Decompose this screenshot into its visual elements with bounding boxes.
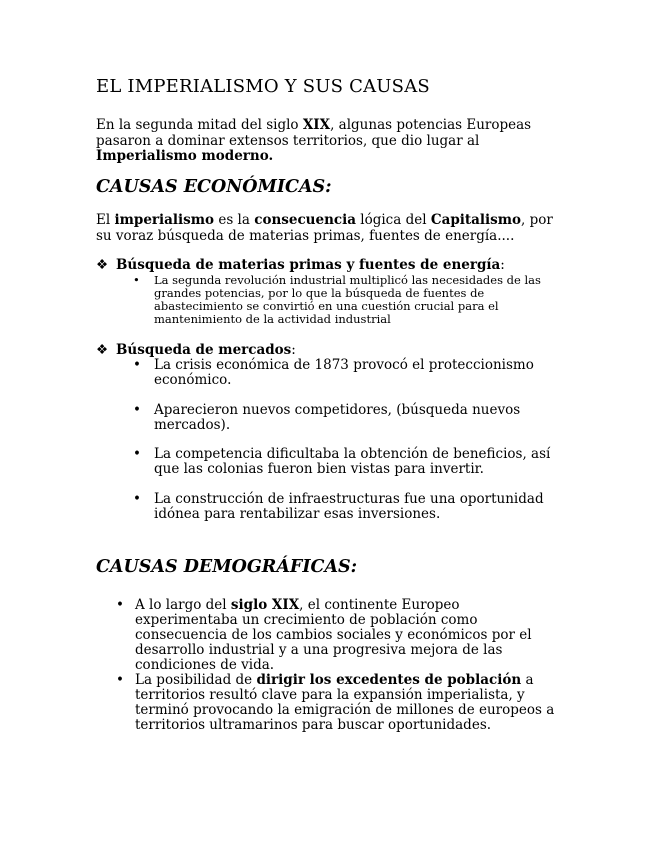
econ-bold-1: imperialismo — [114, 212, 215, 228]
bullet-dot-icon: • — [133, 357, 141, 373]
demo-text-3: La posibilidad de — [135, 672, 257, 688]
subheading-markets-colon: : — [291, 342, 296, 358]
subheading-markets — [96, 342, 296, 358]
intro-text-1: En la segunda mitad del siglo — [96, 117, 303, 133]
demo-text-1: A lo largo del — [135, 597, 231, 613]
list-item — [133, 403, 553, 433]
econ-bold-2: consecuencia — [254, 212, 356, 228]
bullet-dot-icon: • — [116, 597, 124, 613]
demo-text-2: , el continente Europeo experimentaba un crecimiento de población como consecuencia de los cambios sociales y económicos por el desarrollo industrial y a una progresiva mejora de las condiciones de vida. — [135, 597, 532, 673]
econ-text-1: El — [96, 212, 115, 228]
list-item — [133, 492, 553, 522]
document-title: EL IMPERIALISMO Y SUS CAUSAS — [96, 76, 430, 97]
demo-bold-2: dirigir los excedentes de población — [256, 672, 522, 688]
subheading-raw-materials — [96, 257, 505, 273]
econ-text-2: es la — [214, 212, 255, 228]
bullet-dot-icon: • — [133, 491, 141, 507]
list-item-text: La crisis económica de 1873 provocó el proteccionismo económico. — [154, 357, 534, 388]
list-item — [133, 447, 553, 477]
list-item — [116, 598, 561, 673]
econ-bold-3: Capitalismo — [430, 212, 522, 228]
subheading-raw-materials-label: Búsqueda de materias primas y fuentes de energía — [116, 257, 501, 273]
diamond-bullet-icon: ❖ — [96, 342, 109, 358]
list-item-text: La competencia dificultaba la obtención de beneficios, así que las colonias fueron bien vistas para invertir. — [154, 446, 551, 477]
list-item-text — [135, 598, 561, 673]
subheading-markets-label: Búsqueda de mercados — [116, 342, 292, 358]
list-item — [116, 673, 561, 733]
intro-text-2: , algunas potencias Europeas pasaron a dominar extensos territorios, que dio lugar al — [96, 117, 532, 149]
economic-paragraph — [96, 213, 556, 244]
list-item — [133, 274, 553, 326]
diamond-bullet-icon: ❖ — [96, 257, 109, 273]
list-item-text: Aparecieron nuevos competidores, (búsqueda nuevos mercados). — [154, 402, 521, 433]
economic-causes-heading: CAUSAS ECONÓMICAS: — [96, 177, 332, 197]
list-item-text — [135, 673, 561, 733]
list-item-text: La segunda revolución industrial multiplicó las necesidades de las grandes potencias, por lo que la búsqueda de fuentes de abastecimiento se convirtió en una cuestión crucial para el mantenimiento de la actividad industrial — [154, 273, 541, 326]
bullet-dot-icon: • — [133, 273, 140, 287]
bullet-dot-icon: • — [116, 672, 124, 688]
econ-text-3: lógica del — [355, 212, 431, 228]
demo-text-4: a territorios resultó clave para la expansión imperialista, y terminó provocando la emigración de millones de europeos a territorios ultramarinos para buscar oportunidades. — [135, 672, 555, 733]
subheading-raw-materials-colon: : — [500, 257, 505, 273]
bullet-dot-icon: • — [133, 446, 141, 462]
bullet-dot-icon: • — [133, 402, 141, 418]
intro-bold-1: XIX — [302, 117, 331, 133]
intro-bold-2: Imperialismo moderno. — [96, 148, 274, 164]
intro-paragraph — [96, 118, 566, 165]
econ-text-4: , por su voraz búsqueda de materias primas, fuentes de energía.... — [96, 212, 553, 244]
demographic-causes-heading: CAUSAS DEMOGRÁFICAS: — [96, 557, 358, 577]
list-item — [133, 358, 553, 388]
list-item-text: La construcción de infraestructuras fue una oportunidad idónea para rentabilizar esas inversiones. — [154, 491, 544, 522]
demo-bold-1: siglo XIX — [230, 597, 300, 613]
